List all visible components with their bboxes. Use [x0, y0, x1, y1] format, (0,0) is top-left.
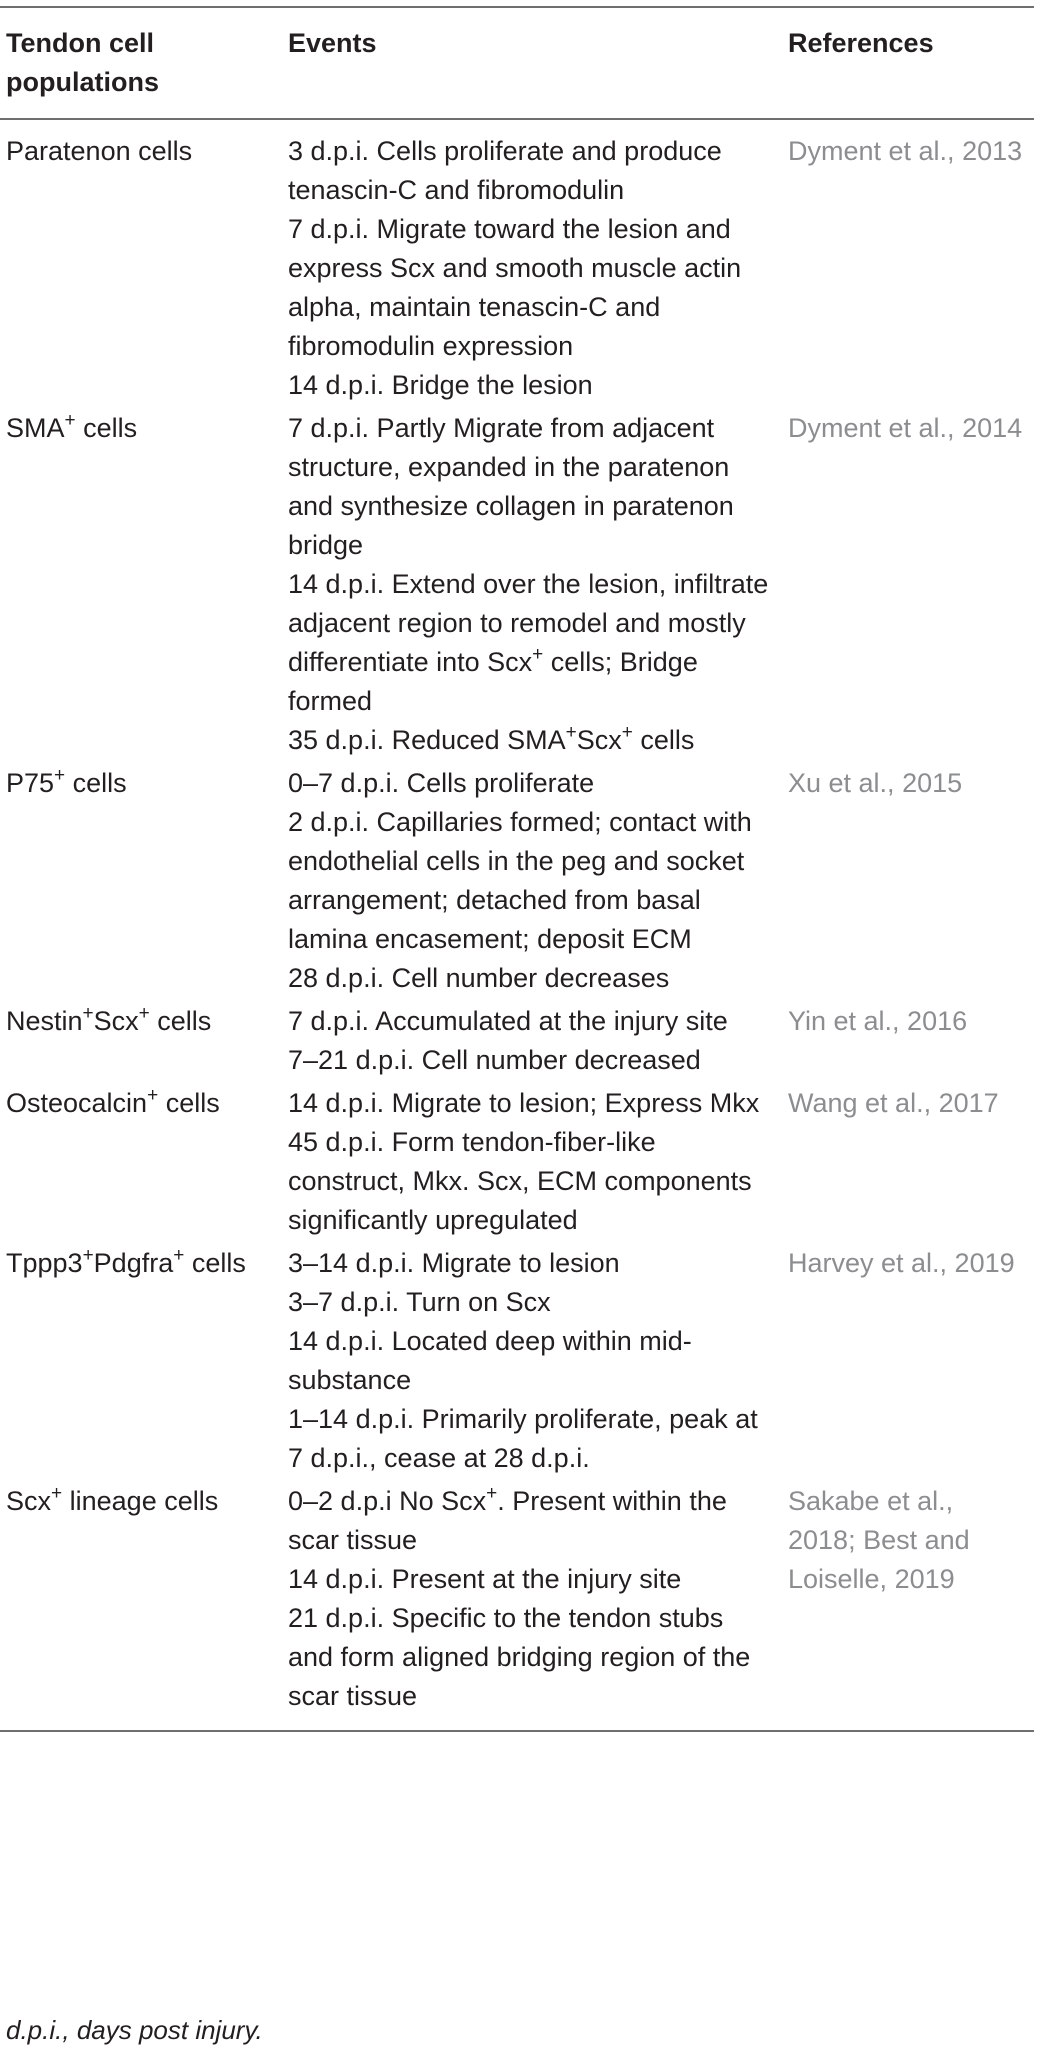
table-body — [0, 119, 1034, 1731]
event-line: 1–14 d.p.i. Primarily proliferate, peak at 7 d.p.i., cease at 28 d.p.i. — [288, 1404, 758, 1473]
event-line: 28 d.p.i. Cell number decreases — [288, 963, 670, 993]
events-cell — [282, 407, 782, 762]
event-line: 3 d.p.i. Cells proliferate and produce tenascin-C and fibromodulin — [288, 136, 722, 205]
event-line: 2 d.p.i. Capillaries formed; contact with endothelial cells in the peg and socket arrangement; detached from basal lamina encasement; deposit ECM — [288, 807, 752, 954]
cell-populations-table — [0, 6, 1034, 1732]
reference-cell: Harvey et al., 2019 — [788, 1248, 1015, 1278]
table-row — [0, 762, 1034, 1000]
events-cell — [282, 1480, 782, 1731]
table-header — [0, 7, 1034, 119]
table-footnote: d.p.i., days post injury. — [6, 2015, 263, 2045]
event-line: 45 d.p.i. Form tendon-fiber-like construct, Mkx. Scx, ECM components significantly upregulated — [288, 1127, 752, 1235]
events-cell — [282, 1082, 782, 1242]
reference-cell: Wang et al., 2017 — [788, 1088, 999, 1118]
event-line: 0–7 d.p.i. Cells proliferate — [288, 768, 595, 798]
event-line: 3–14 d.p.i. Migrate to lesion — [288, 1248, 620, 1278]
event-line: 7 d.p.i. Migrate toward the lesion and express Scx and smooth muscle actin alpha, maintain tenascin-C and fibromodulin expression — [288, 214, 742, 361]
event-line: 7 d.p.i. Partly Migrate from adjacent structure, expanded in the paratenon and synthesize collagen in paratenon bridge — [288, 413, 734, 560]
header-references: References — [788, 28, 934, 58]
event-line: 14 d.p.i. Present at the injury site — [288, 1564, 682, 1594]
reference-cell: Dyment et al., 2014 — [788, 413, 1023, 443]
header-row — [0, 7, 1034, 119]
events-cell — [282, 1242, 782, 1480]
event-line: 7–21 d.p.i. Cell number decreased — [288, 1045, 701, 1075]
table-row — [0, 1000, 1034, 1082]
table-row — [0, 407, 1034, 762]
reference-cell: Yin et al., 2016 — [788, 1006, 968, 1036]
header-events: Events — [288, 28, 377, 58]
event-line: 3–7 d.p.i. Turn on Scx — [288, 1287, 551, 1317]
population-cell: Paratenon cells — [6, 136, 193, 166]
event-line: 14 d.p.i. Located deep within mid-substance — [288, 1326, 692, 1395]
event-line: 21 d.p.i. Specific to the tendon stubs and form aligned bridging region of the scar tissue — [288, 1603, 751, 1711]
events-cell — [282, 762, 782, 1000]
event-line: 14 d.p.i. Bridge the lesion — [288, 370, 593, 400]
events-cell — [282, 119, 782, 407]
event-line: 35 d.p.i. Reduced SMA+Scx+ cells — [288, 722, 695, 755]
table-row — [0, 1480, 1034, 1731]
table-row — [0, 1082, 1034, 1242]
reference-cell: Sakabe et al., 2018; Best and Loiselle, 2019 — [788, 1486, 970, 1594]
reference-cell: Xu et al., 2015 — [788, 768, 963, 798]
event-line: 7 d.p.i. Accumulated at the injury site — [288, 1006, 728, 1036]
reference-cell: Dyment et al., 2013 — [788, 136, 1023, 166]
events-cell — [282, 1000, 782, 1082]
population-cell: SMA+ cells — [6, 410, 138, 443]
table-row — [0, 1242, 1034, 1480]
population-cell: Osteocalcin+ cells — [6, 1085, 220, 1118]
population-cell: P75+ cells — [6, 765, 127, 798]
table-row — [0, 119, 1034, 407]
population-cell: Tppp3+Pdgfra+ cells — [6, 1245, 246, 1278]
population-cell: Scx+ lineage cells — [6, 1483, 219, 1516]
event-line: 0–2 d.p.i No Scx+. Present within the scar tissue — [288, 1483, 727, 1555]
header-populations: Tendon cell populations — [6, 28, 159, 97]
event-line: 14 d.p.i. Extend over the lesion, infiltrate adjacent region to remodel and mostly differentiate into Scx+ cells; Bridge formed — [288, 569, 769, 716]
event-line: 14 d.p.i. Migrate to lesion; Express Mkx — [288, 1088, 760, 1118]
population-cell: Nestin+Scx+ cells — [6, 1003, 212, 1036]
